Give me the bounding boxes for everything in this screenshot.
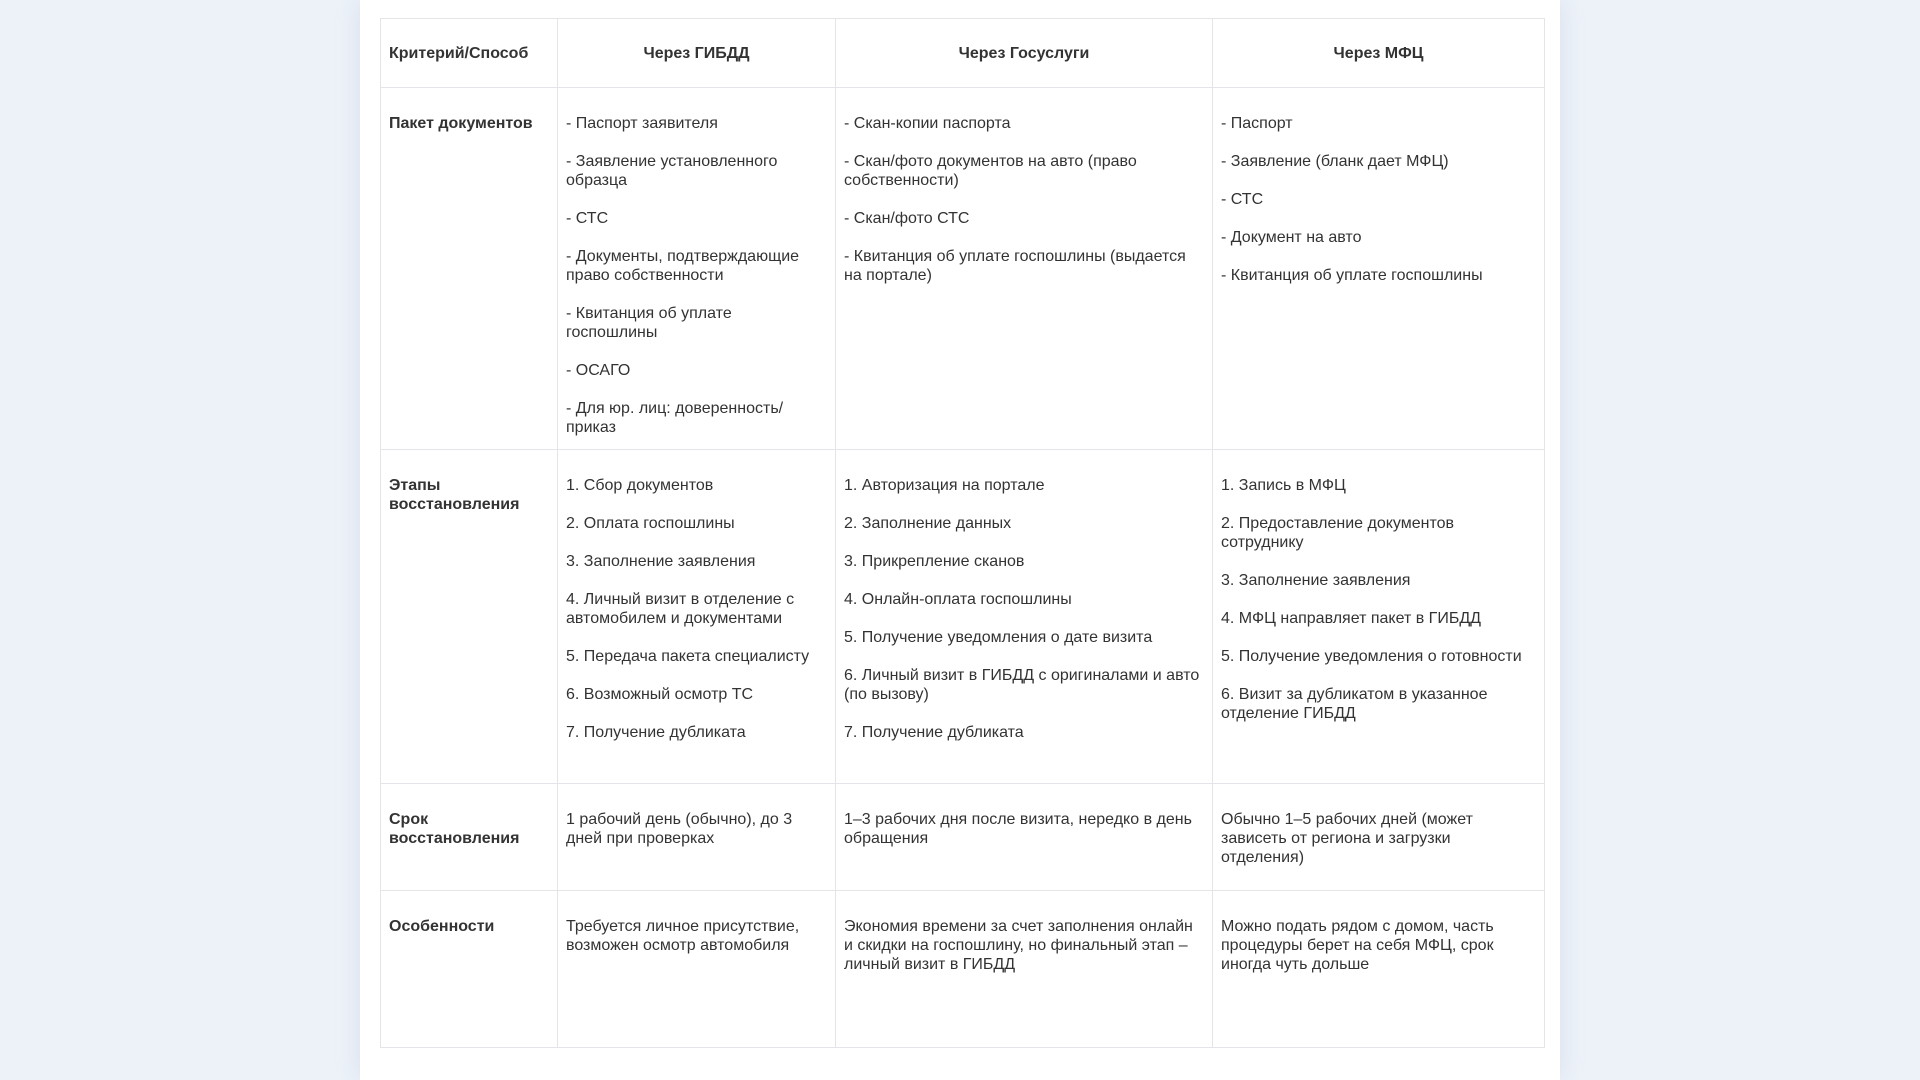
table-body [381,88,1545,1048]
cell-text: - Паспорт заявителя [566,115,718,132]
table-row [381,88,1545,450]
table-header [381,19,1545,88]
cell-text: 5. Получение уведомления о готовности [1221,648,1522,665]
cell-gosuslugi [836,450,1213,784]
cell-text: 1. Запись в МФЦ [1221,477,1346,494]
table-row [381,784,1545,891]
cell-mfc [1213,784,1545,891]
cell-text: 7. Получение дубликата [844,724,1024,741]
row-label-documents: Пакет документов [381,88,558,450]
cell-gibdd [558,450,836,784]
cell-mfc [1213,891,1545,1048]
cell-text: - Документы, подтверждающие право собственности [566,248,800,284]
cell-text: 6. Визит за дубликатом в указанное отделение ГИБДД [1221,686,1488,722]
cell-text: - Документ на авто [1221,229,1362,246]
cell-text: 4. Онлайн-оплата госпошлины [844,591,1072,608]
cell-text: 7. Получение дубликата [566,724,746,741]
cell-text: 2. Предоставление документов сотруднику [1221,515,1455,551]
cell-text: 3. Заполнение заявления [1221,572,1411,589]
cell-gosuslugi [836,891,1213,1048]
cell-text: - Паспорт [1221,115,1293,132]
cell-text: 5. Получение уведомления о дате визита [844,629,1153,646]
cell-text: 4. Личный визит в отделение с автомобилем и документами [566,591,795,627]
header-row [381,19,1545,88]
cell-text: - Скан/фото СТС [844,210,970,227]
comparison-table [380,18,1545,1048]
header-criterion: Критерий/Способ [381,19,558,88]
cell-text: - Скан-копии паспорта [844,115,1011,132]
cell-gosuslugi [836,88,1213,450]
cell-text: Обычно 1–5 рабочих дней (может зависеть от региона и загрузки отделения) [1221,811,1473,866]
cell-text: Экономия времени за счет заполнения онлайн и скидки на госпошлину, но финальный этап – личный визит в ГИБДД [844,918,1193,973]
table-row [381,450,1545,784]
cell-mfc [1213,450,1545,784]
row-label-steps: Этапы восстановления [381,450,558,784]
cell-text: 3. Заполнение заявления [566,553,756,570]
cell-text: 2. Оплата госпошлины [566,515,735,532]
cell-text: - Квитанция об уплате госпошлины [1221,267,1483,284]
header-mfc: Через МФЦ [1213,19,1545,88]
cell-text: - Для юр. лиц: доверенность/приказ [566,400,784,436]
cell-text: - ОСАГО [566,362,631,379]
cell-gibdd [558,784,836,891]
cell-text: - Квитанция об уплате госпошлины [566,305,732,341]
cell-text: - Заявление (бланк дает МФЦ) [1221,153,1449,170]
cell-text: 1 рабочий день (обычно), до 3 дней при проверках [566,811,793,847]
cell-text: 6. Личный визит в ГИБДД с оригиналами и авто (по вызову) [844,667,1200,703]
cell-text: 6. Возможный осмотр ТС [566,686,754,703]
cell-text: 5. Передача пакета специалисту [566,648,810,665]
cell-text: - Заявление установленного образца [566,153,778,189]
cell-text: - Скан/фото документов на авто (право собственности) [844,153,1137,189]
cell-text: 2. Заполнение данных [844,515,1012,532]
cell-text: - СТС [566,210,609,227]
table-row [381,891,1545,1048]
cell-text: 1–3 рабочих дня после визита, нередко в день обращения [844,811,1192,847]
header-gosuslugi: Через Госуслуги [836,19,1213,88]
row-label-features: Особенности [381,891,558,1048]
cell-text: Требуется личное присутствие, возможен осмотр автомобиля [566,918,800,954]
cell-mfc [1213,88,1545,450]
cell-gibdd [558,891,836,1048]
cell-gosuslugi [836,784,1213,891]
document-page [360,0,1560,1080]
header-gibdd: Через ГИБДД [558,19,836,88]
cell-text: Можно подать рядом с домом, часть процедуры берет на себя МФЦ, срок иногда чуть дольше [1221,918,1494,973]
cell-text: 1. Авторизация на портале [844,477,1045,494]
row-label-duration: Срок восстановления [381,784,558,891]
cell-gibdd [558,88,836,450]
cell-text: 1. Сбор документов [566,477,714,494]
cell-text: - СТС [1221,191,1264,208]
cell-text: 3. Прикрепление сканов [844,553,1025,570]
cell-text: 4. МФЦ направляет пакет в ГИБДД [1221,610,1482,627]
cell-text: - Квитанция об уплате госпошлины (выдается на портале) [844,248,1186,284]
